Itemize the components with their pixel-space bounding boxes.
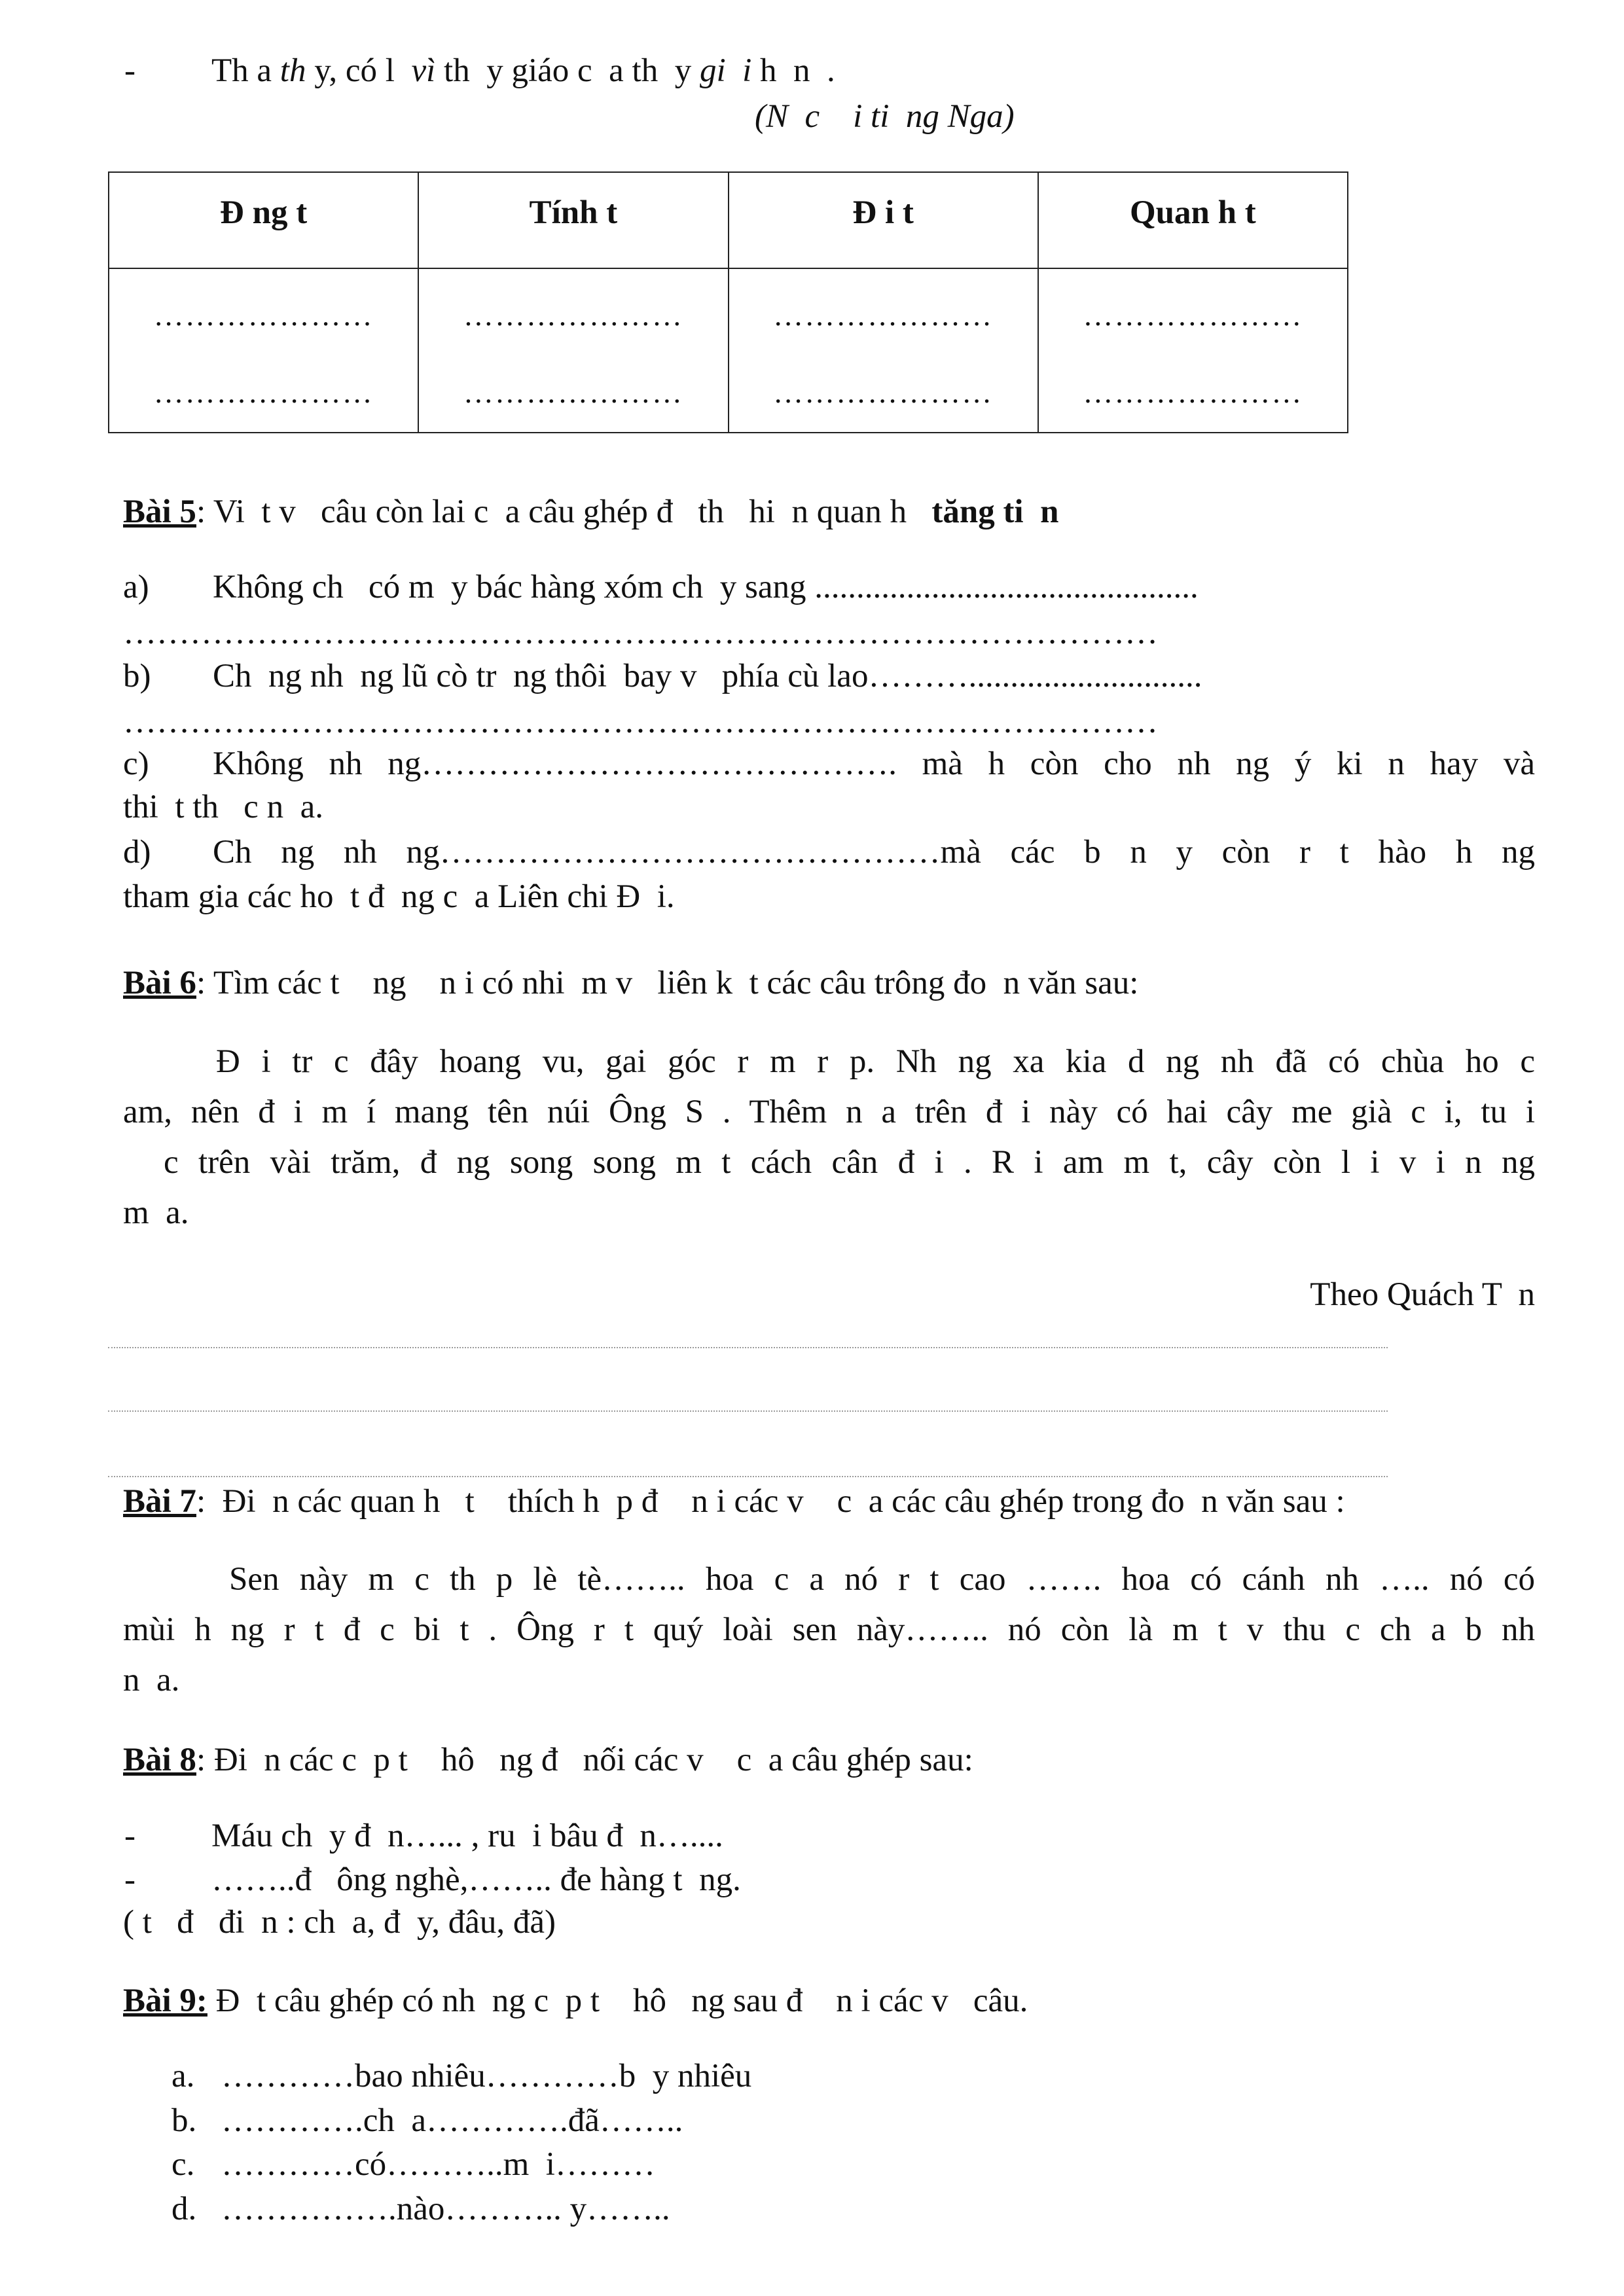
bai9-item-c: …………có………..m i………	[221, 2146, 655, 2183]
bai5-item-c-marker: c)	[123, 745, 149, 782]
answer-rule[interactable]	[108, 1347, 1388, 1348]
table-cell[interactable]: ………………… …………………	[418, 268, 728, 433]
bai7-para-line-3: n a.	[123, 1662, 180, 1698]
bai6-author: Theo Quách T n	[1310, 1276, 1535, 1313]
answer-rule[interactable]	[108, 1476, 1388, 1477]
bai5-item-d-cont: tham gia các ho t đ ng c a Liên chi Đ i.	[123, 878, 675, 915]
bai5-fill-line-1[interactable]: …………………………………………………………………………………	[123, 615, 1158, 651]
bai9-item-b: ………….ch a………….đã……..	[221, 2102, 683, 2139]
bai9-heading: Bài 9: Đ t câu ghép có nh ng c p t hô ng sau đ n i các v câu.	[123, 1982, 1028, 2019]
bai9-item-d: …………….nào……….. y……..	[221, 2191, 670, 2227]
bai9-item-d-marker: d.	[171, 2191, 197, 2227]
intro-source: (N c i ti ng Nga)	[755, 98, 1015, 135]
bai6-para-line-4: m a.	[123, 1194, 189, 1231]
bai9-item-b-marker: b.	[171, 2102, 197, 2139]
intro-line: Th a th y, có l vì th y giáo c a th y gi i h n .	[211, 52, 835, 89]
table-cell[interactable]: ………………… …………………	[1038, 268, 1348, 433]
bai8-item-1: Máu ch y đ n…... , ru i bâu đ n…....	[211, 1818, 723, 1854]
col-header-conjunction: Quan h t	[1038, 172, 1348, 268]
bai5-item-a-marker: a)	[123, 569, 149, 605]
bai5-item-c-cont: thi t th c n a.	[123, 789, 323, 825]
bai7-heading: Bài 7: Đi n các quan h t thích h p đ n i các v c a các câu ghép trong đo n văn sau :	[123, 1483, 1345, 1520]
bai9-item-a-marker: a.	[171, 2058, 195, 2094]
bai6-para-line-1: Đ i tr c đây hoang vu, gai góc r m r p. Nh ng xa kia d ng nh đã có chùa ho c	[216, 1043, 1535, 1080]
bai5-heading: Bài 5: Vi t v câu còn lai c a câu ghép đ th hi n quan h tăng ti n	[123, 493, 1059, 530]
bai7-para-line-1: Sen này m c th p lè tè…….. hoa c a nó r t cao ……. hoa có cánh nh ….. nó có	[229, 1561, 1535, 1598]
bai8-bullet: -	[124, 1861, 135, 1898]
col-header-adjective: Tính t	[418, 172, 728, 268]
bai5-item-d-marker: d)	[123, 834, 151, 870]
col-header-verb: Đ ng t	[109, 172, 418, 268]
bai8-hint: ( t đ đi n : ch a, đ y, đâu, đã)	[123, 1904, 556, 1941]
bai5-item-c: Không nh ng……………………………………. mà h còn cho nh ng ý ki n hay và	[213, 745, 1535, 782]
col-header-pronoun: Đ i t	[729, 172, 1038, 268]
table-cell[interactable]: ………………… …………………	[109, 268, 418, 433]
bai5-item-b: Ch ng nh ng lũ cò tr ng thôi bay v phía cù lao………............................	[213, 658, 1202, 694]
word-class-table	[108, 171, 1348, 433]
bai5-item-b-marker: b)	[123, 658, 151, 694]
bai6-heading: Bài 6: Tìm các t ng n i có nhi m v liên k t các câu trông đo n văn sau:	[123, 965, 1139, 1001]
bai5-item-a: Không ch có m y bác hàng xóm ch y sang ..............................................	[213, 569, 1199, 605]
intro-bullet: -	[124, 52, 135, 89]
table-cell[interactable]: ………………… …………………	[729, 268, 1038, 433]
bai9-item-a: …………bao nhiêu…………b y nhiêu	[221, 2058, 752, 2094]
bai5-fill-line-2[interactable]: …………………………………………………………………………………	[123, 704, 1158, 740]
bai8-heading: Bài 8: Đi n các c p t hô ng đ nối các v c a câu ghép sau:	[123, 1742, 973, 1778]
answer-rule[interactable]	[108, 1410, 1388, 1412]
bai8-item-2: ……..đ ông nghè,…….. đe hàng t ng.	[211, 1861, 741, 1898]
bai7-para-line-2: mùi h ng r t đ c bi t . Ông r t quý loài sen này…….. nó còn là m t v thu c ch a b nh	[123, 1611, 1535, 1648]
bai8-bullet: -	[124, 1818, 135, 1854]
bai6-para-line-3: c trên vài trăm, đ ng song song m t cách cân đ i . R i am m t, cây còn l i v i n ng	[164, 1144, 1535, 1181]
bai9-item-c-marker: c.	[171, 2146, 195, 2183]
bai5-item-d: Ch ng nh ng………………………………………mà các b n y còn r t hào h ng	[213, 834, 1535, 870]
bai6-para-line-2: am, nên đ i m í mang tên núi Ông S . Thêm n a trên đ i này có hai cây me già c i, tu i	[123, 1094, 1535, 1130]
